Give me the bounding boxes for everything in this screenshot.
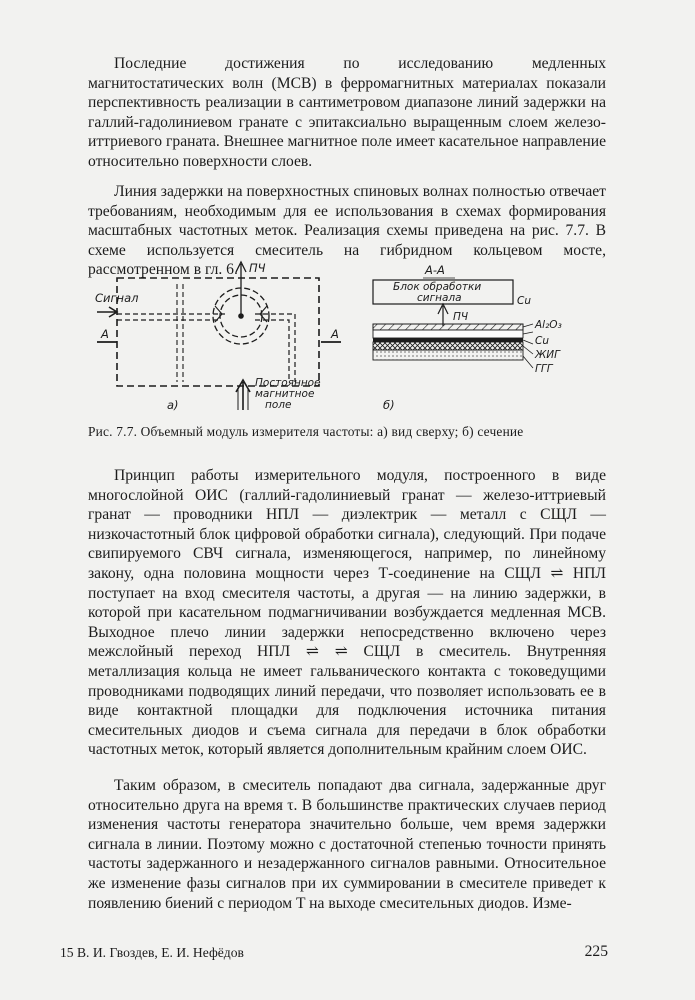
section-mark-right: A	[331, 327, 339, 341]
al2o3-label: Al₂O₃	[535, 319, 562, 331]
yig-label: ЖИГ	[535, 349, 561, 361]
paragraph-3: Принцип работы измерительного модуля, построенного в виде многослойной ОИС (галлий-гадолиниевый гранат — железо-иттриевый гранат — проводники НПЛ — диэлектрик — металл с СЩЛ — низкочастотный блок цифровой обработки сигнала), следующий. При подаче свипируемого СВЧ сигнала, изменяющегося, например, по линейному закону, одна половина мощности через Т-соединение на СЩЛ ⇌ НПЛ поступает на вход смесителя частоты, а другая — на линию задержки, в которой при касательном подмагничивании возбуждается медленная МСВ. Выходное плечо линии задержки непосредственно включено через межслойный переход НПЛ ⇌ ⇌ СЩЛ в смеситель. Внутренняя металлизация кольца не имеет гальванического контакта с токоведущими проводниками подводящих линий передачи, что позволяет использовать ее в виде контактной площадки для подключения источника питания смесительных диодов и съема сигнала для передачи в блок обработки частотных меток, который является дополнительным крайним слоем ОИС.	[88, 467, 606, 759]
signal-arrow-icon	[97, 307, 117, 317]
page-number: 225	[584, 943, 608, 960]
signal-label: Сигнал	[95, 291, 139, 305]
cu-mid-layer	[373, 338, 523, 342]
subfig-b-label: б)	[383, 398, 395, 412]
ggg-label: ГГГ	[535, 363, 553, 375]
section-title: А-А	[425, 263, 445, 277]
if-label-section: ПЧ	[453, 311, 469, 323]
section-mark-left: A	[101, 327, 109, 341]
cu-top-layer	[373, 324, 523, 330]
al2o3-layer	[373, 330, 523, 338]
if-label-top-view: ПЧ	[249, 261, 266, 275]
figure-7-7	[95, 258, 615, 418]
cross-section-diagram	[373, 263, 562, 412]
block-label-line2: сигнала	[417, 292, 462, 304]
subfig-a-label: а)	[167, 398, 179, 412]
yig-layer	[373, 342, 523, 350]
ggg-layer	[373, 350, 523, 360]
page-footer	[60, 945, 608, 965]
figure-caption: Рис. 7.7. Объемный модуль измерителя частоты: а) вид сверху; б) сечение	[88, 424, 524, 439]
signature-mark: 15 В. И. Гвоздев, Е. И. Нефёдов	[60, 945, 244, 960]
top-view-diagram	[95, 261, 341, 412]
cu-top-label: Cu	[517, 295, 531, 307]
paragraph-2: Линия задержки на поверхностных спиновых волнах полностью отвечает требованиям, необходимым для ее использования в схемах формирования масштабных частотных меток. Реализация схемы приведена на рис. 7.7. В схеме используется смеситель на гибридном кольцевом мосте, рассмотренном в гл. 6.	[88, 183, 606, 279]
field-label-line3: поле	[265, 399, 292, 411]
cu-mid-label: Cu	[535, 335, 549, 347]
paragraph-4: Таким образом, в смеситель попадают два сигнала, задержанные друг относительно друга на время τ. В большинстве практических случаев период изменения частоты генератора значительно больше, чем время задержки сигнала в линии. Поэтому можно с достаточной степенью точности принять частоты задержанного и незадержанного сигналов равными. Относительное же изменение фазы сигналов при их суммировании в смесителе приведет к появлению биений с периодом T на выходе смесительных диодов. Изме-	[88, 777, 606, 912]
block-label-line1: Блок обработки	[393, 281, 482, 293]
field-label-line2: магнитное	[255, 388, 315, 400]
paragraph-1: Последние достижения по исследованию медленных магнитостатических волн (МСВ) в ферромагнитных материалах показали перспективность реализации в сантиметровом диапазоне линий задержки на галлий-гадолиниевом гранате с эпитаксиально выращенным слоем железо-иттриевого граната. Внешнее магнитное поле имеет касательное направление относительно поверхности слоев.	[88, 55, 606, 170]
field-label-line1: Постоянное	[255, 377, 321, 389]
